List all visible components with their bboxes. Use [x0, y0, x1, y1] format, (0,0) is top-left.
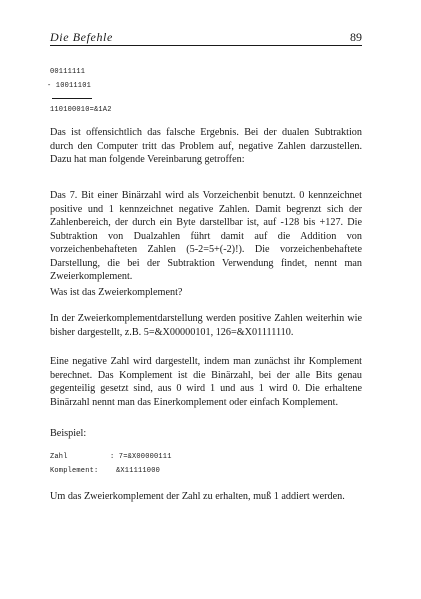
- minuend: 00111111: [50, 68, 86, 76]
- paragraph-positive-numbers: In der Zweierkomplementdarstellung werden positive Zahlen weiterhin wie bisher dargestellt, z.B. 5=&X00000101, 126=&X01111110.: [50, 313, 362, 338]
- paragraph-wrong-result: Das ist offensichtlich das falsche Ergebnis. Bei der dualen Subtraktion durch den Computer tritt das Problem auf, negative Zahlen darzustellen. Dazu hat man folgende Vereinbarung getroffen:: [50, 127, 362, 165]
- row-value: &X11111000: [116, 467, 161, 475]
- header-rule: [50, 45, 362, 46]
- row-label: Zahl: [50, 453, 68, 461]
- running-header: [50, 30, 362, 46]
- question-heading: Was ist das Zweierkomplement?: [50, 287, 183, 298]
- row-value: : 7=&X00000111: [110, 453, 172, 461]
- example-heading: Beispiel:: [50, 428, 87, 439]
- difference: 110100010=&1A2: [50, 106, 112, 114]
- sum-rule: [52, 98, 92, 99]
- chapter-title: Die Befehle: [50, 30, 113, 44]
- row-label: Komplement:: [50, 467, 99, 475]
- paragraph-sign-bit: Das 7. Bit einer Binärzahl wird als Vorzeichenbit benutzt. 0 kennzeichnet positive und 1 kennzeichnet negative Zahlen. Damit begrenzt sich der Zahlenbereich, der durch ein Byte darstellbar ist, auf -128 bis +127. Die Subtraktion von Dualzahlen führt damit auf die Addition von vorzeichenbehafteten Zahlen (5-2=5+(-2)!). Die vorzeichenbehaftete Darstellung, die bei der Subtraktion Verwendung findet, nennt man Zweierkomplement.: [50, 190, 362, 282]
- paragraph-add-one: Um das Zweierkomplement der Zahl zu erhalten, muß 1 addiert werden.: [50, 491, 345, 502]
- subtrahend: - 10011101: [47, 82, 92, 90]
- paragraph-complement: Eine negative Zahl wird dargestellt, indem man zunächst ihr Komplement berechnet. Das Komplement ist die Binärzahl, bei der alle Bits genau gegenteilig gesetzt sind, aus 0 wird 1 und aus 1 wird 0. Die erhaltene Binärzahl nennt man das Einerkomplement oder einfach Komplement.: [50, 356, 362, 408]
- page-number: 89: [350, 30, 362, 44]
